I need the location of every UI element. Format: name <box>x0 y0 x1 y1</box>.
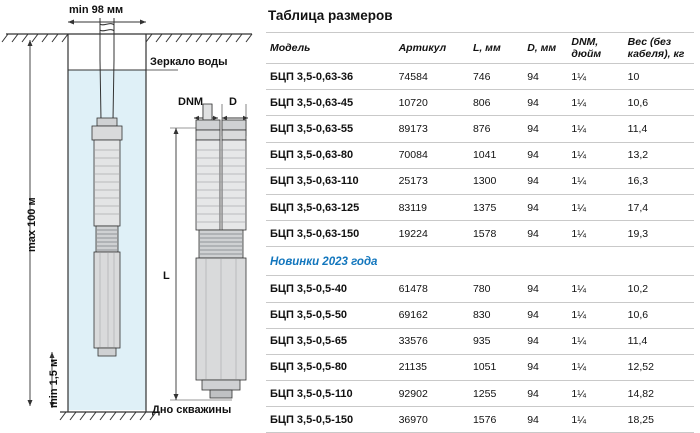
table-row <box>266 90 694 116</box>
table-row <box>266 168 694 194</box>
column-header-weight: Вес (без кабеля), кг <box>624 33 694 64</box>
table-row <box>266 194 694 220</box>
depth-arrow-top <box>28 40 33 46</box>
cell-weight: 11,4 <box>624 116 694 142</box>
cell-length: 806 <box>469 90 523 116</box>
cell-weight: 14,82 <box>624 381 694 407</box>
table-body <box>266 64 694 433</box>
cell-article: 74584 <box>395 64 469 90</box>
cell-weight: 12,52 <box>624 354 694 380</box>
cell-model: БЦП 3,5-0,63-110 <box>266 168 395 194</box>
column-header-dnm: DNM, дюйм <box>567 33 623 64</box>
cell-article: 33576 <box>395 328 469 354</box>
label-water-mirror: Зеркало воды <box>150 56 228 68</box>
cell-dnm: 1¼ <box>567 168 623 194</box>
cell-dnm: 1¼ <box>567 116 623 142</box>
cell-diameter: 94 <box>523 64 567 90</box>
cell-dnm: 1¼ <box>567 90 623 116</box>
cell-diameter: 94 <box>523 276 567 302</box>
column-header-model: Модель <box>266 33 395 64</box>
cell-weight: 18,25 <box>624 407 694 433</box>
sizes-table-panel <box>260 0 700 424</box>
cell-weight: 10 <box>624 64 694 90</box>
cell-dnm: 1¼ <box>567 64 623 90</box>
cell-weight: 17,4 <box>624 194 694 220</box>
outlet-stub <box>203 104 212 120</box>
cell-diameter: 94 <box>523 142 567 168</box>
table-row <box>266 221 694 247</box>
table-row <box>266 276 694 302</box>
ground-hatch-right <box>146 34 252 42</box>
cell-length: 1576 <box>469 407 523 433</box>
l-arrow-bottom <box>174 394 179 400</box>
cell-dnm: 1¼ <box>567 194 623 220</box>
cell-dnm: 1¼ <box>567 354 623 380</box>
top-width-arrow-right <box>140 20 146 25</box>
cell-dnm: 1¼ <box>567 221 623 247</box>
table-section-row <box>266 247 694 276</box>
table-row <box>266 328 694 354</box>
cell-length: 830 <box>469 302 523 328</box>
cell-model: БЦП 3,5-0,63-150 <box>266 221 395 247</box>
table-title: Таблица размеров <box>268 8 393 23</box>
cell-article: 92902 <box>395 381 469 407</box>
cell-diameter: 94 <box>523 381 567 407</box>
cell-length: 1300 <box>469 168 523 194</box>
column-header-length: L, мм <box>469 33 523 64</box>
well-bottom-hatch <box>60 412 156 420</box>
dnm-arrow-left <box>194 116 199 120</box>
cell-model: БЦП 3,5-0,63-55 <box>266 116 395 142</box>
depth-arrow-bottom <box>28 400 33 406</box>
label-l: L <box>163 270 170 282</box>
cell-weight: 16,3 <box>624 168 694 194</box>
cell-model: БЦП 3,5-0,5-150 <box>266 407 395 433</box>
cell-dnm: 1¼ <box>567 407 623 433</box>
cell-model: БЦП 3,5-0,5-40 <box>266 276 395 302</box>
cell-article: 61478 <box>395 276 469 302</box>
cell-model: БЦП 3,5-0,5-65 <box>266 328 395 354</box>
cell-diameter: 94 <box>523 328 567 354</box>
column-header-article: Артикул <box>395 33 469 64</box>
cell-weight: 11,4 <box>624 328 694 354</box>
table-row <box>266 407 694 433</box>
cell-article: 10720 <box>395 90 469 116</box>
cell-diameter: 94 <box>523 302 567 328</box>
cell-weight: 10,2 <box>624 276 694 302</box>
cell-length: 935 <box>469 328 523 354</box>
cell-article: 21135 <box>395 354 469 380</box>
label-well-bottom: Дно скважины <box>152 404 232 416</box>
cell-article: 70084 <box>395 142 469 168</box>
pump-right-detail <box>196 104 246 398</box>
dnm-arrow-right <box>213 116 218 120</box>
cell-length: 1041 <box>469 142 523 168</box>
ground-hatch-left <box>2 34 68 42</box>
cell-diameter: 94 <box>523 168 567 194</box>
table-row <box>266 142 694 168</box>
cell-length: 1578 <box>469 221 523 247</box>
cell-article: 83119 <box>395 194 469 220</box>
cell-article: 36970 <box>395 407 469 433</box>
table-row <box>266 116 694 142</box>
table-row <box>266 302 694 328</box>
label-d: D <box>229 96 237 108</box>
top-width-arrow-left <box>68 20 74 25</box>
table-head <box>266 33 694 64</box>
cell-diameter: 94 <box>523 354 567 380</box>
cell-length: 876 <box>469 116 523 142</box>
cell-model: БЦП 3,5-0,5-110 <box>266 381 395 407</box>
table-row <box>266 381 694 407</box>
cell-length: 746 <box>469 64 523 90</box>
cell-diameter: 94 <box>523 407 567 433</box>
cell-model: БЦП 3,5-0,63-45 <box>266 90 395 116</box>
cell-length: 780 <box>469 276 523 302</box>
cell-dnm: 1¼ <box>567 381 623 407</box>
cell-model: БЦП 3,5-0,63-36 <box>266 64 395 90</box>
pump-left <box>92 118 122 356</box>
well-diagram <box>0 0 258 424</box>
cell-length: 1375 <box>469 194 523 220</box>
cell-length: 1051 <box>469 354 523 380</box>
cell-weight: 19,3 <box>624 221 694 247</box>
cell-dnm: 1¼ <box>567 302 623 328</box>
table-section-label: Новинки 2023 года <box>266 247 694 276</box>
d-arrow-right <box>243 116 248 120</box>
table-header-row <box>266 33 694 64</box>
cell-article: 19224 <box>395 221 469 247</box>
cell-weight: 10,6 <box>624 90 694 116</box>
cell-length: 1255 <box>469 381 523 407</box>
bottom-gap-arrow-top <box>50 352 55 358</box>
cell-diameter: 94 <box>523 221 567 247</box>
label-min-top: min 98 мм <box>69 4 124 16</box>
cell-dnm: 1¼ <box>567 328 623 354</box>
table-row <box>266 354 694 380</box>
cell-diameter: 94 <box>523 116 567 142</box>
cell-article: 89173 <box>395 116 469 142</box>
cell-dnm: 1¼ <box>567 276 623 302</box>
label-dnm: DNM <box>178 96 204 108</box>
l-arrow-top <box>174 128 179 134</box>
cell-model: БЦП 3,5-0,63-125 <box>266 194 395 220</box>
label-max-depth: max 100 м <box>26 197 38 252</box>
cell-article: 25173 <box>395 168 469 194</box>
cell-model: БЦП 3,5-0,5-50 <box>266 302 395 328</box>
cell-dnm: 1¼ <box>567 142 623 168</box>
cell-weight: 13,2 <box>624 142 694 168</box>
d-arrow-left <box>222 116 227 120</box>
table-row <box>266 64 694 90</box>
cell-weight: 10,6 <box>624 302 694 328</box>
column-header-diameter: D, мм <box>523 33 567 64</box>
cell-model: БЦП 3,5-0,63-80 <box>266 142 395 168</box>
cell-diameter: 94 <box>523 194 567 220</box>
cell-article: 69162 <box>395 302 469 328</box>
cell-diameter: 94 <box>523 90 567 116</box>
cell-model: БЦП 3,5-0,5-80 <box>266 354 395 380</box>
sizes-table <box>266 32 694 433</box>
label-min-bottom: min 1,5 м <box>48 358 60 408</box>
